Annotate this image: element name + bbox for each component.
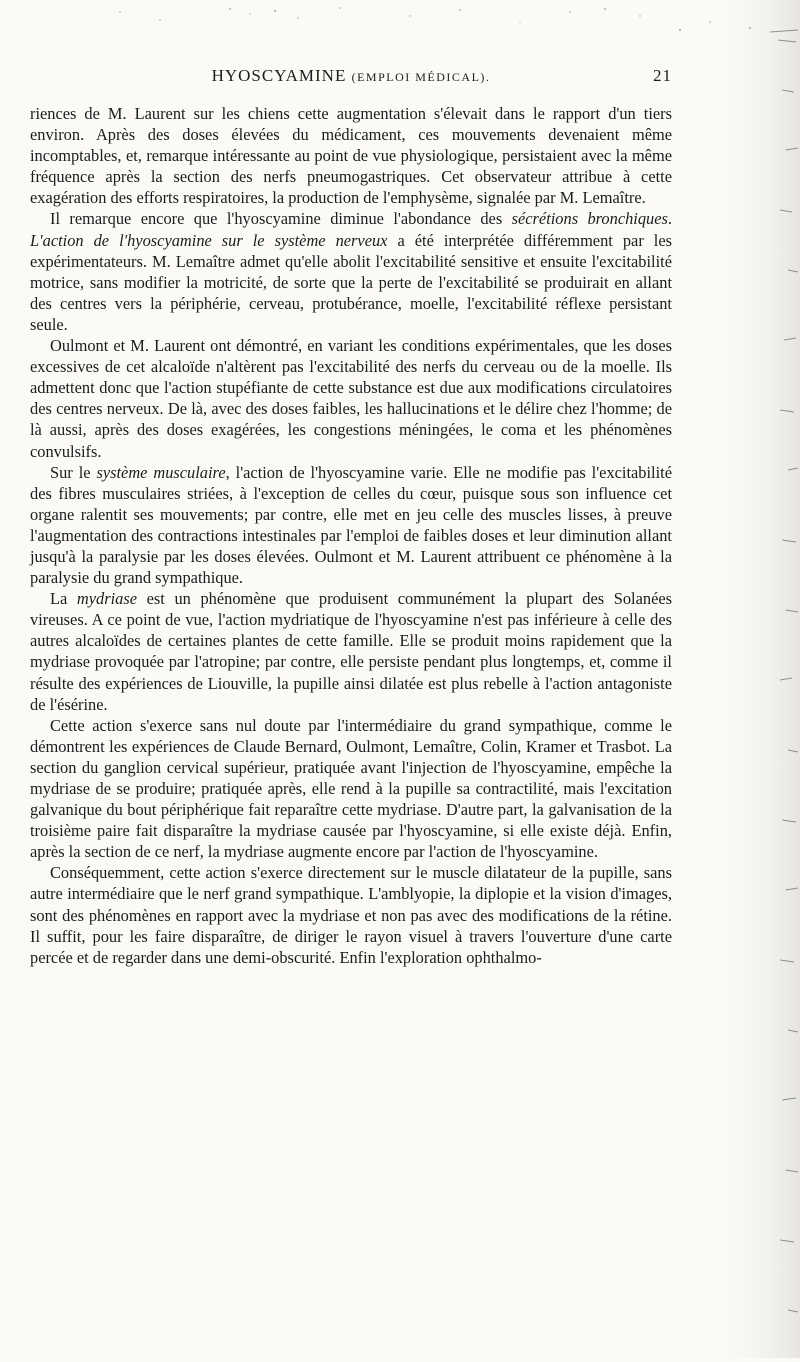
text-run: Cette action s'exerce sans nul doute par l'intermédiaire du grand sympathique, comme le démontrent les expériences de Claude Bernard, Oulmont, Lemaître, Colin, Kramer et Trasbot. La section du ganglion cervical supérieur, pratiquée avant l'injection de l'hyoscyamine, empêche la mydriase de se produire; pratiquée après, elle rend à la pupille sa contractilité, mais l'excitation galvanique du bout périphérique fait reparaître cette mydriase. D'autre part, la galvanisation de la troisième paire fait disparaître la mydriase causée par l'hyoscyamine, si elle existe déjà. Enfin, après la section de ce nerf, la mydriase augmente encore par l'action de l'hyoscyamine. — [30, 715, 672, 862]
paragraph — [30, 208, 672, 335]
page-number: 21 — [653, 66, 672, 85]
running-title — [30, 66, 672, 86]
italic-term: sécrétions bronchiques — [511, 209, 668, 229]
scan-edge-shadow — [710, 0, 800, 1358]
text-run: a été interprétée différemment par les expérimentateurs. M. Lemaître admet qu'elle abolit l'excitabilité sensitive et ensuite l'excitabilité motrice, sans modifier la motricité, de sorte que la perte de l'excitabilité se produirait en allant des centres vers la périphérie, cerveau, protubérance, moelle, l'excitabilité réflexe persistant seule. — [30, 230, 672, 334]
running-title-subtitle: (EMPLOI MÉDICAL). — [351, 70, 491, 84]
italic-term: mydriase — [76, 589, 138, 609]
italic-term: système musculaire — [96, 462, 226, 482]
text-run: Conséquemment, cette action s'exerce directement sur le muscle dilatateur de la pupille, sans autre intermédiaire que le nerf grand sympathique. L'amblyopie, la diplopie et la vision d'images, sont des phénomènes en rapport avec la mydriase et non pas avec des modifications de la rétine. Il suffit, pour les faire disparaître, de diriger le rayon visuel à travers l'ouverture d'une carte percée et de regarder dans une demi-obscurité. Enfin l'exploration ophthalmo- — [30, 863, 672, 967]
text-run: Sur le — [50, 462, 97, 482]
running-header — [30, 66, 672, 92]
paragraph — [30, 335, 672, 462]
text-run: riences de M. Laurent sur les chiens cette augmentation s'élevait dans le rapport d'un tiers environ. Après des doses élevées du médicament, ces mouvements devenaient même incomptables, et, remarque intéressante au point de vue physiologique, persistaient avec la même fréquence après la section des nerfs pneumogastriques. Cet observateur attribue à cette exagération des efforts respiratoires, la production de l'emphysème, signalée par M. Lemaître. — [30, 104, 672, 208]
text-run: , l'action de l'hyoscyamine varie. Elle ne modifie pas l'excitabilité des fibres musculaires striées, à l'exception de celles du cœur, puisque sous son influence cet organe ralentit ses mouvements; par contre, elle met en jeu celle des muscles lisses, à preuve l'augmentation des contractions intestinales par l'emploi de faibles doses et leur diminution allant jusqu'à la paralysie par les doses élevées. Oulmont et M. Laurent attribuent ce phénomène à la paralysie du grand sympathique. — [30, 462, 672, 588]
paragraph — [30, 462, 672, 589]
paragraph — [30, 715, 672, 863]
body-text — [30, 103, 672, 968]
paragraph — [30, 103, 672, 208]
paragraph — [30, 588, 672, 715]
text-run: . — [667, 209, 673, 229]
italic-term: L'action de l'hyoscyamine sur le système nerveux — [30, 230, 388, 250]
book-page — [30, 0, 672, 1358]
text-run: La — [50, 589, 77, 609]
running-title-main: HYOSCYAMINE — [211, 66, 347, 85]
paragraph — [30, 862, 672, 967]
text-run: est un phénomène que produisent communément la plupart des Solanées vireuses. A ce point de vue, l'action mydriatique de l'hyoscyamine n'est pas inférieure à celle des autres alcaloïdes de certaines plantes de cette famille. Elle se produit moins rapidement que la mydriase provoquée par l'atropine; par contre, elle persiste pendant plus longtemps, et, comme il résulte des expériences de Liouville, la pupille ainsi dilatée est plus rebelle à l'action antagoniste de l'ésérine. — [30, 589, 673, 714]
text-run: Il remarque encore que l'hyoscyamine diminue l'abondance des — [50, 209, 512, 229]
text-run: Oulmont et M. Laurent ont démontré, en variant les conditions expérimentales, que les doses excessives de cet alcaloïde n'altèrent pas l'excitabilité des nerfs du cerveau ou de la moelle. Ils admettent donc que l'action stupéfiante de cette substance est due aux modifications circulatoires des centres nerveux. De là, avec des doses faibles, les hallucinations et le délire chez l'homme; de là aussi, après des doses exagérées, les congestions méningées, le coma et les phénomènes convulsifs. — [30, 336, 672, 461]
